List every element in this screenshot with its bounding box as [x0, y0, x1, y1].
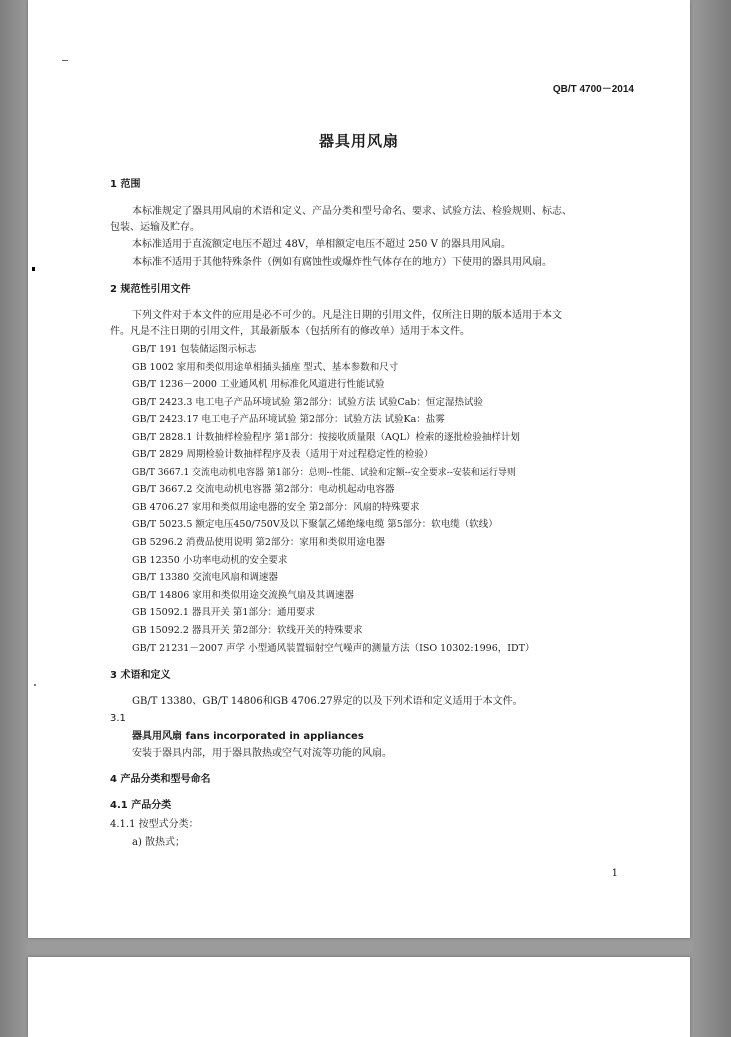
section-3-intro: GB/T 13380、GB/T 14806和GB 4706.27界定的以及下列术语和定义适用于本文件。: [132, 696, 523, 707]
reference-item: GB 1002 家用和类似用途单相插头插座 型式、基本参数和尺寸: [132, 362, 399, 373]
clause-4-1-heading: 4.1 产品分类: [110, 800, 172, 811]
reference-item: GB 15092.2 器具开关 第2部分：软线开关的特殊要求: [132, 625, 363, 636]
section-3-heading: 3 术语和定义: [110, 670, 171, 681]
next-page-preview: [28, 957, 690, 1037]
reference-item: GB 12350 小功率电动机的安全要求: [132, 555, 288, 566]
reference-item: GB/T 2829 周期检验计数抽样程序及表（适用于对过程稳定性的检验）: [132, 449, 434, 460]
scan-speck: [62, 60, 68, 61]
section-1-paragraph-1-line-1: 本标准规定了器具用风扇的术语和定义、产品分类和型号命名、要求、试验方法、检验规则、标志、: [132, 206, 572, 217]
scan-speck: [34, 684, 36, 686]
clause-4-1-1-heading: 4.1.1 按型式分类：: [110, 819, 199, 830]
reference-item: GB/T 1236－2000 工业通风机 用标准化风道进行性能试验: [132, 379, 385, 390]
document-page: [28, 0, 690, 938]
section-1-paragraph-1-line-2: 包装、运输及贮存。: [110, 222, 200, 233]
section-1-paragraph-3: 本标准不适用于其他特殊条件（例如有腐蚀性或爆炸性气体存在的地方）下使用的器具用风扇。: [132, 257, 552, 268]
scan-speck: [32, 267, 35, 271]
page-title: 器具用风扇: [318, 132, 399, 150]
reference-item: GB/T 2423.17 电工电子产品环境试验 第2部分：试验方法 试验Ka：盐雾: [132, 414, 445, 425]
list-item-a: a) 散热式；: [132, 837, 186, 848]
reference-item: GB 4706.27 家用和类似用途电器的安全 第2部分：风扇的特殊要求: [132, 502, 420, 513]
page-number: 1: [611, 868, 618, 879]
term-heading: 器具用风扇 fans incorporated in appliances: [132, 731, 364, 742]
section-2-intro-line-2: 件。凡是不注日期的引用文件，其最新版本（包括所有的修改单）适用于本文件。: [110, 326, 470, 337]
reference-item: GB 15092.1 器具开关 第1部分：通用要求: [132, 607, 315, 618]
term-definition: 安装于器具内部，用于器具散热或空气对流等功能的风扇。: [132, 748, 392, 759]
section-4-heading: 4 产品分类和型号命名: [110, 774, 211, 785]
reference-item: GB/T 191 包装储运图示标志: [132, 344, 257, 355]
reference-item: GB/T 2423.3 电工电子产品环境试验 第2部分：试验方法 试验Cab：恒定湿热试验: [132, 397, 483, 408]
section-2-heading: 2 规范性引用文件: [110, 284, 191, 295]
reference-item: GB/T 14806 家用和类似用途交流换气扇及其调速器: [132, 590, 354, 601]
reference-item: GB/T 21231－2007 声学 小型通风装置辐射空气噪声的测量方法（ISO 10302:1996，IDT）: [132, 643, 535, 654]
section-1-paragraph-2: 本标准适用于直流额定电压不超过 48V，单相额定电压不超过 250 V 的器具用风扇。: [132, 239, 511, 250]
reference-item: GB/T 3667.1 交流电动机电容器 第1部分：总则--性能、试验和定额--安全要求--安装和运行导则: [132, 468, 516, 478]
reference-item: GB/T 13380 交流电风扇和调速器: [132, 572, 278, 583]
standard-code: QB/T 4700－2014: [552, 84, 634, 95]
reference-item: GB 5296.2 消费品使用说明 第2部分：家用和类似用途电器: [132, 537, 385, 548]
clause-3-1-number: 3.1: [110, 713, 126, 724]
reference-item: GB/T 2828.1 计数抽样检验程序 第1部分：按接收质量限（AQL）检索的逐批检验抽样计划: [132, 432, 520, 443]
section-2-intro-line-1: 下列文件对于本文件的应用是必不可少的。凡是注日期的引用文件，仅所注日期的版本适用于本文: [132, 310, 562, 321]
reference-item: GB/T 5023.5 额定电压450/750V及以下聚氯乙烯绝缘电缆 第5部分：软电缆（软线）: [132, 519, 498, 530]
reference-item: GB/T 3667.2 交流电动机电容器 第2部分：电动机起动电容器: [132, 484, 395, 495]
section-1-heading: 1 范围: [110, 179, 141, 190]
